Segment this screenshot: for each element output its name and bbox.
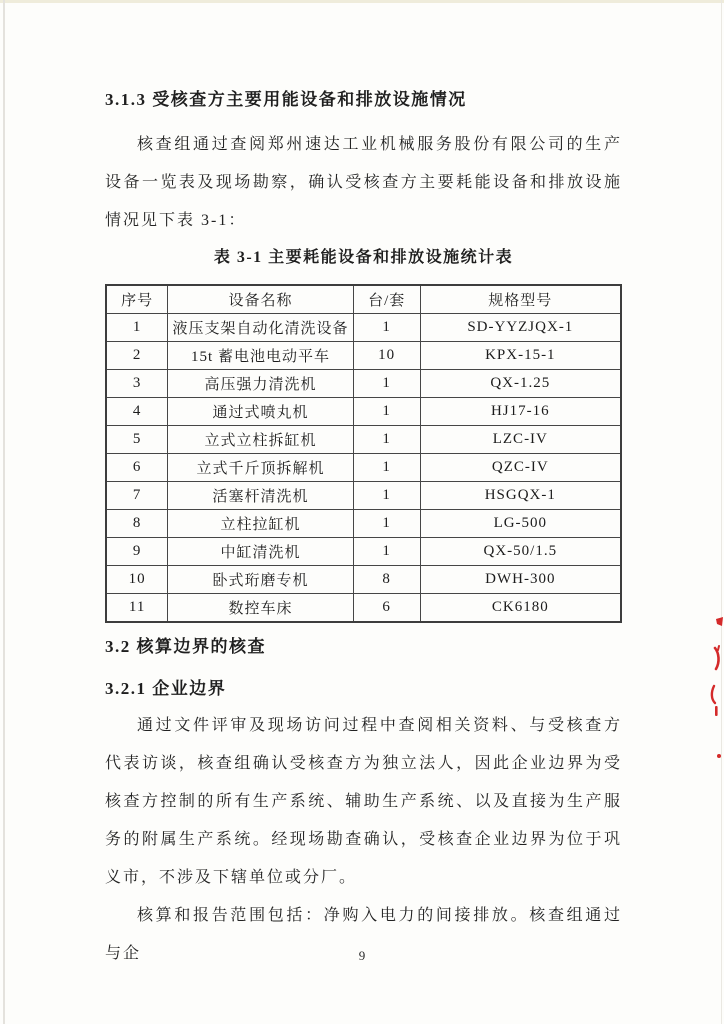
cell-quantity: 1 — [353, 398, 420, 426]
cell-name: 活塞杆清洗机 — [168, 482, 353, 510]
table-row — [106, 314, 621, 342]
table-row — [106, 398, 621, 426]
cell-name: 中缸清洗机 — [168, 538, 353, 566]
equipment-table — [105, 284, 622, 623]
cell-model: LG-500 — [420, 510, 621, 538]
cell-name: 卧式珩磨专机 — [168, 566, 353, 594]
cell-quantity: 1 — [353, 510, 420, 538]
red-stamp-fragment — [706, 610, 724, 770]
table-header-quantity: 台/套 — [353, 285, 420, 314]
cell-serial: 3 — [106, 370, 168, 398]
table-header-serial: 序号 — [106, 285, 168, 314]
cell-name: 15t 蓄电池电动平车 — [168, 342, 353, 370]
cell-model: HJ17-16 — [420, 398, 621, 426]
cell-serial: 5 — [106, 426, 168, 454]
cell-quantity: 1 — [353, 454, 420, 482]
cell-quantity: 1 — [353, 314, 420, 342]
cell-quantity: 1 — [353, 426, 420, 454]
cell-quantity: 6 — [353, 594, 420, 623]
section-heading-3-2-1: 3.2.1 企业边界 — [105, 679, 227, 698]
page-number: 9 — [358, 948, 366, 963]
cell-serial: 4 — [106, 398, 168, 426]
cell-model: DWH-300 — [420, 566, 621, 594]
table-row — [106, 594, 621, 623]
cell-serial: 2 — [106, 342, 168, 370]
page-edge-left — [3, 0, 5, 1024]
table-header-row — [106, 285, 621, 314]
table-row — [106, 342, 621, 370]
table-row — [106, 566, 621, 594]
cell-serial: 7 — [106, 482, 168, 510]
cell-model: QX-50/1.5 — [420, 538, 621, 566]
table-row — [106, 538, 621, 566]
page-content — [105, 0, 622, 973]
cell-name: 数控车床 — [168, 594, 353, 623]
cell-serial: 10 — [106, 566, 168, 594]
cell-name: 通过式喷丸机 — [168, 398, 353, 426]
table-row — [106, 482, 621, 510]
cell-name: 液压支架自动化清洗设备 — [168, 314, 353, 342]
cell-serial: 9 — [106, 538, 168, 566]
table-row — [106, 370, 621, 398]
cell-model: HSGQX-1 — [420, 482, 621, 510]
cell-quantity: 1 — [353, 482, 420, 510]
cell-serial: 1 — [106, 314, 168, 342]
cell-model: CK6180 — [420, 594, 621, 623]
cell-name: 立式立柱拆缸机 — [168, 426, 353, 454]
cell-quantity: 8 — [353, 566, 420, 594]
cell-serial: 11 — [106, 594, 168, 623]
cell-model: QX-1.25 — [420, 370, 621, 398]
cell-quantity: 1 — [353, 370, 420, 398]
table-row — [106, 510, 621, 538]
cell-serial: 8 — [106, 510, 168, 538]
table-row — [106, 426, 621, 454]
cell-model: SD-YYZJQX-1 — [420, 314, 621, 342]
cell-quantity: 1 — [353, 538, 420, 566]
table-row — [106, 454, 621, 482]
section-heading-3-1-3: 3.1.3 受核查方主要用能设备和排放设施情况 — [105, 90, 467, 109]
paragraph-reporting-scope: 核算和报告范围包括：净购入电力的间接排放。核查组通过与企 — [105, 907, 622, 962]
section-heading-3-2: 3.2 核算边界的核查 — [105, 637, 266, 656]
cell-serial: 6 — [106, 454, 168, 482]
cell-model: LZC-IV — [420, 426, 621, 454]
table-header-name: 设备名称 — [168, 285, 353, 314]
table-title: 表 3-1 主要耗能设备和排放设施统计表 — [213, 249, 514, 266]
cell-model: QZC-IV — [420, 454, 621, 482]
cell-name: 立式千斤顶拆解机 — [168, 454, 353, 482]
cell-name: 立柱拉缸机 — [168, 510, 353, 538]
paragraph-equipment-intro: 核查组通过查阅郑州速达工业机械服务股份有限公司的生产设备一览表及现场勘察，确认受核查方主要耗能设备和排放设施情况见下表 3-1： — [105, 136, 622, 229]
table-header-model: 规格型号 — [420, 285, 621, 314]
paragraph-enterprise-boundary: 通过文件评审及现场访问过程中查阅相关资料、与受核查方代表访谈，核查组确认受核查方为独立法人，因此企业边界为受核查方控制的所有生产系统、辅助生产系统、以及直接为生产服务的附属生产系统。经现场勘查确认，受核查企业边界为位于巩义市，不涉及下辖单位或分厂。 — [105, 717, 622, 886]
cell-name: 高压强力清洗机 — [168, 370, 353, 398]
cell-quantity: 10 — [353, 342, 420, 370]
cell-model: KPX-15-1 — [420, 342, 621, 370]
page-edge-right — [721, 0, 722, 1024]
